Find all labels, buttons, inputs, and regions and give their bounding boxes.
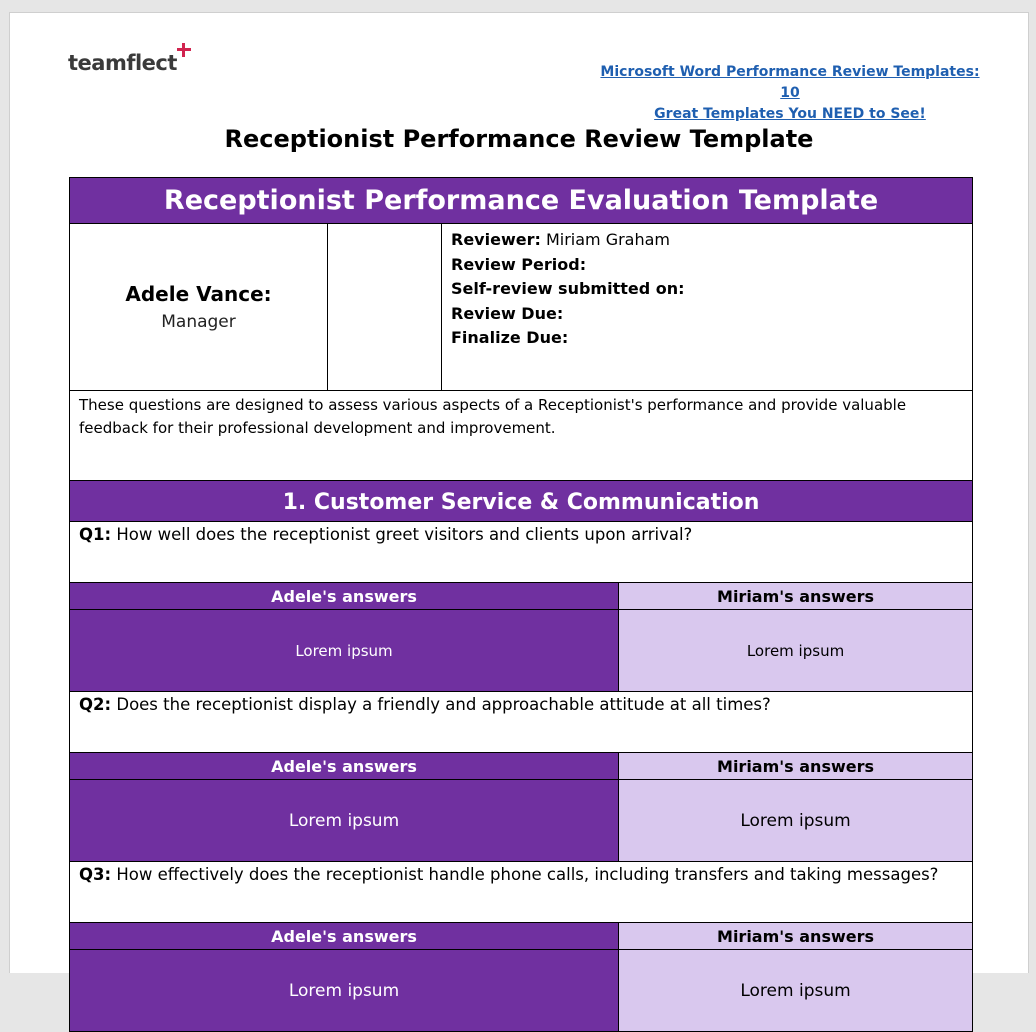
question-text: How well does the receptionist greet visitors and clients upon arrival? — [116, 525, 693, 544]
question-text: How effectively does the receptionist handle phone calls, including transfers and taking messages? — [116, 865, 939, 884]
review-due-label: Review Due: — [451, 303, 564, 323]
link-line-1[interactable]: Microsoft Word Performance Review Templates: 10 — [600, 64, 980, 101]
question-label: Q3: — [79, 865, 112, 884]
left-answers-header: Adele's answers — [70, 753, 619, 780]
finalize-due-label: Finalize Due: — [451, 328, 569, 347]
left-answers-header: Adele's answers — [70, 923, 619, 950]
left-answer-cell[interactable]: Lorem ipsum — [70, 950, 619, 1032]
right-answer-cell[interactable]: Lorem ipsum — [619, 950, 973, 1032]
logo-text: teamflect — [68, 51, 177, 75]
evaluation-form-table — [69, 177, 973, 1032]
self-review-label: Self-review submitted on: — [451, 279, 685, 298]
right-answers-header: Miriam's answers — [619, 753, 973, 780]
left-answer-cell[interactable]: Lorem ipsum — [70, 610, 619, 692]
reviewee-cell — [70, 224, 328, 391]
left-answer-cell[interactable]: Lorem ipsum — [70, 780, 619, 862]
section-heading: 1. Customer Service & Communication — [70, 481, 973, 522]
question-row[interactable] — [70, 522, 973, 583]
document-title: Receptionist Performance Review Template — [224, 125, 814, 153]
review-period-label: Review Period: — [451, 254, 587, 274]
templates-article-link[interactable] — [600, 62, 980, 125]
question-row[interactable] — [70, 692, 973, 753]
right-answers-header: Miriam's answers — [619, 583, 973, 610]
empty-cell[interactable] — [328, 224, 442, 391]
right-answer-cell[interactable]: Lorem ipsum — [619, 610, 973, 692]
right-answer-cell[interactable]: Lorem ipsum — [619, 780, 973, 862]
reviewee-name: Adele Vance: — [125, 282, 272, 306]
teamflect-logo — [68, 51, 177, 75]
link-line-2[interactable]: Great Templates You NEED to See! — [654, 106, 926, 122]
reviewer-value: Miriam Graham — [545, 230, 671, 249]
question-row[interactable] — [70, 862, 973, 923]
form-header: Receptionist Performance Evaluation Template — [70, 178, 973, 224]
right-answers-header: Miriam's answers — [619, 923, 973, 950]
reviewer-label: Reviewer: — [451, 230, 541, 249]
reviewee-role: Manager — [161, 312, 236, 332]
document-page — [9, 12, 1029, 1001]
question-label: Q1: — [79, 525, 112, 544]
form-description[interactable]: These questions are designed to assess various aspects of a Receptionist's performance and provide valuable feedback for their professional development and improvement. — [70, 391, 973, 481]
plus-icon — [177, 43, 191, 57]
question-label: Q2: — [79, 695, 112, 714]
question-text: Does the receptionist display a friendly and approachable attitude at all times? — [116, 695, 771, 714]
left-answers-header: Adele's answers — [70, 583, 619, 610]
review-meta-cell[interactable] — [442, 224, 973, 391]
